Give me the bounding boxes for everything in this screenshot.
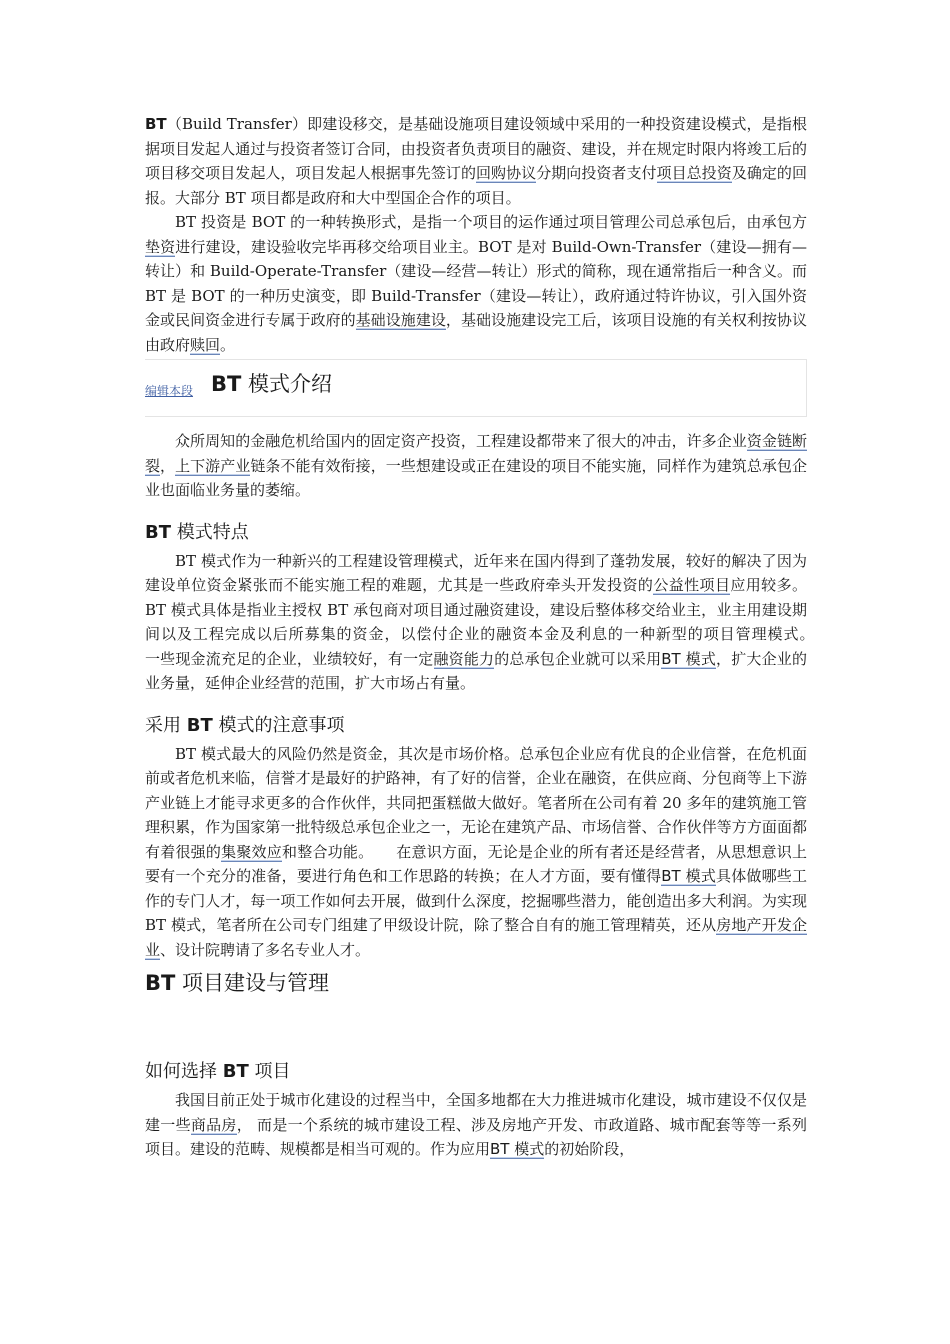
text-run: 众所周知的金融危机给国内的固定资产投资，工程建设都带来了很大的冲击，许多企业 bbox=[175, 432, 747, 450]
link-commercial-housing[interactable]: 商品房 bbox=[190, 1115, 237, 1134]
heading-text: 如何选择 bbox=[145, 1061, 223, 1082]
link-total-project-investment[interactable]: 项目总投资 bbox=[656, 164, 732, 182]
link-upstream-downstream-industry[interactable]: 上下游产业 bbox=[175, 456, 251, 475]
features-heading bbox=[145, 521, 807, 545]
section-title-text: 模式介绍 bbox=[241, 372, 333, 396]
text-run: 及确定的回报。大部分 BT 项目都是政府和大中型国企合作的项目。 bbox=[145, 164, 807, 207]
text-run: 进行建设，建设验收完毕再移交给项目业主。BOT 是对 Build-Own-Transfer（建设—拥有—转让）和 Build-Operate-Transfer（建设—经营—转让）形式的简称，现在通常指后一种含义。而 BT 是 BOT 的一种历史演变，即 Build-Transfer（建设—转让），政府通过特许协议，引入国外资金或民间资金进行专属于政府的 bbox=[145, 237, 807, 329]
text-run: ，扩大企业的业务量，延伸企业经营的范围，扩大市场占有量。 bbox=[145, 649, 807, 692]
management-heading bbox=[145, 968, 807, 998]
heading-text: 项目建设与管理 bbox=[175, 971, 330, 995]
text-run: 的初始阶段， bbox=[544, 1140, 635, 1158]
link-bt-mode[interactable]: BT 模式 bbox=[490, 1140, 545, 1158]
notes-paragraph bbox=[145, 742, 807, 963]
text-run: 具体做哪些工作的专门人才，每一项工作如何去开展，做到什么深度，挖掘哪些潜力，能创造出多大利润。为实现 BT 模式，笔者所在公司专门组建了甲级设计院，除了整合自有的施工管理精英，还从 bbox=[145, 867, 807, 934]
text-run: BT 模式最大的风险仍然是资金，其次是市场价格。总承包企业应有优良的企业信誉，在危机面前或者危机来临，信誉才是最好的护路神，有了好的信誉，企业在融资，在供应商、分包商等上下游产业链上才能寻求更多的合作伙伴，共同把蛋糕做大做好。笔者所在公司有着 20 多年的建筑施工管理积累，作为国家第一批特级总承包企业之一，无论在建筑产品、市场信誉、合作伙伴等方方面面都有着很强的 bbox=[145, 744, 807, 861]
text-run: 的总承包企业就可以采用 bbox=[494, 649, 662, 668]
link-bt-mode[interactable]: BT 模式 bbox=[661, 649, 717, 668]
bt-term: BT bbox=[145, 521, 171, 543]
spacer bbox=[145, 998, 807, 1042]
text-run: 应用较多。BT 模式具体是指业主授权 BT 承包商对项目通过融资建设，建设后整体移交给业主，业主用建设期间以及工程完成以后所募集的资金，以偿付企业的融资本金及利息的一种新型的项目管理模式。 一些现金流充足的企业，业绩较好，有一定 bbox=[145, 576, 838, 668]
intro-section-paragraph bbox=[145, 429, 807, 503]
edit-section-link[interactable]: 编辑本段 bbox=[145, 384, 194, 398]
link-agglomeration-effect[interactable]: 集聚效应 bbox=[221, 842, 282, 861]
text-run: 分期向投资者支付 bbox=[536, 164, 657, 182]
intro-paragraph-2 bbox=[145, 210, 807, 357]
features-paragraph bbox=[145, 549, 838, 696]
notes-heading bbox=[145, 714, 807, 738]
text-run: 。 bbox=[220, 335, 236, 354]
text-run: 和整合功能。 在意识方面，无论是企业的所有者还是经营者，从思想意识上要有一个充分的准备，要进行角色和工作思路的转换；在人才方面，要有懂得 bbox=[145, 842, 807, 885]
link-redeem[interactable]: 赎回 bbox=[190, 335, 221, 354]
section-title bbox=[211, 368, 332, 398]
link-real-estate-developer[interactable]: 房地产开发企业 bbox=[145, 916, 807, 959]
link-infrastructure-construction[interactable]: 基础设施建设 bbox=[355, 311, 446, 329]
section-header-box bbox=[145, 359, 807, 417]
bt-term: BT bbox=[145, 115, 167, 133]
text-run: BT 模式作为一种新兴的工程建设管理模式，近年来在国内得到了蓬勃发展，较好的解决了因为建设单位资金紧张而不能实施工程的难题，尤其是一些政府牵头开发投资的 bbox=[145, 551, 807, 594]
document-page bbox=[145, 112, 838, 1162]
bt-term: BT bbox=[145, 971, 176, 995]
bt-term: BT bbox=[211, 372, 242, 396]
text-run: 、设计院聘请了多名专业人才。 bbox=[160, 940, 371, 959]
link-public-welfare-project[interactable]: 公益性项目 bbox=[653, 576, 731, 594]
heading-text: 项目 bbox=[248, 1061, 291, 1082]
link-bt-mode[interactable]: BT 模式 bbox=[661, 867, 717, 885]
intro-paragraph-1 bbox=[145, 112, 807, 210]
heading-text: 采用 bbox=[145, 714, 187, 736]
bt-term: BT bbox=[222, 1061, 249, 1082]
text-run: 我国目前正处于城市化建设的过程当中，全国多地都在大力推进城市化建设，城市建设不仅仅是建一些 bbox=[145, 1091, 807, 1134]
bt-term: BT bbox=[186, 714, 213, 736]
text-run: ， 而是一个系统的城市建设工程、涉及房地产开发、市政道路、城市配套等等一系列项目。建设的范畴、规模都是相当可观的。作为应用 bbox=[145, 1115, 807, 1158]
text-run: （Build Transfer）即建设移交，是基础设施项目建设领域中采用的一种投资建设模式，是指根据项目发起人通过与投资者签订合同，由投资者负责项目的融资、建设，并在规定时限内将竣工后的项目移交项目发起人，项目发起人根据事先签订的 bbox=[145, 115, 807, 182]
link-capital-chain-break[interactable]: 资金链断裂 bbox=[145, 432, 807, 475]
heading-text: 模式的注意事项 bbox=[212, 714, 345, 736]
choose-heading bbox=[145, 1060, 807, 1084]
heading-text: 模式特点 bbox=[171, 521, 249, 543]
text-run: ， bbox=[160, 456, 176, 475]
link-financing-capability[interactable]: 融资能力 bbox=[433, 649, 495, 668]
link-advance-funding[interactable]: 垫资 bbox=[145, 237, 176, 256]
choose-paragraph bbox=[145, 1088, 807, 1162]
text-run: BT 投资是 BOT 的一种转换形式，是指一个项目的运作通过项目管理公司总承包后，由承包方 bbox=[175, 213, 807, 231]
text-run: 链条不能有效衔接，一些想建设或正在建设的项目不能实施，同样作为建筑总承包企业也面临业务量的萎缩。 bbox=[145, 456, 807, 499]
link-buyback-agreement[interactable]: 回购协议 bbox=[476, 164, 537, 182]
text-run: ，基础设施建设完工后，该项目设施的有关权利按协议由政府 bbox=[145, 311, 807, 354]
